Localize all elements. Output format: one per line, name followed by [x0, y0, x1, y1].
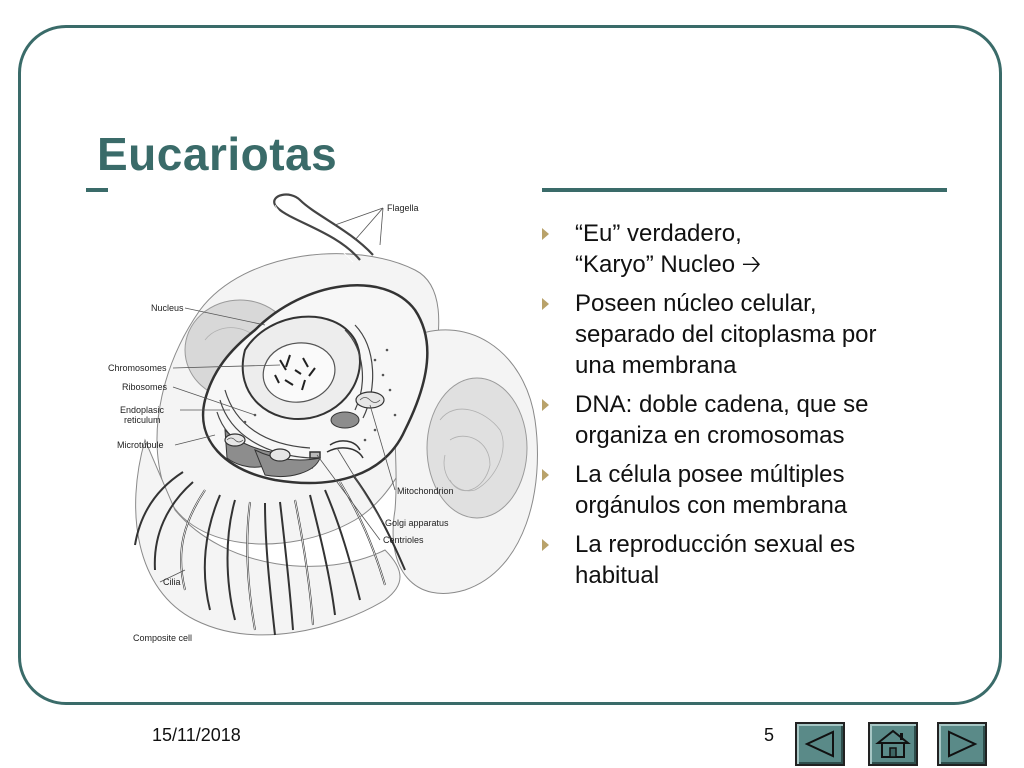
bullet-item: [540, 389, 970, 451]
bullet-item: [540, 288, 970, 381]
label-flagella: Flagella: [387, 203, 419, 213]
bullet-item: [540, 218, 970, 280]
triangle-right-icon: [945, 729, 979, 759]
triangle-left-icon: [803, 729, 837, 759]
home-icon: [875, 728, 911, 760]
label-er-line1: Endoplasic: [120, 405, 165, 415]
bullet-text-line: organiza en cromosomas: [575, 422, 845, 449]
page-number: 5: [764, 725, 775, 745]
label-nucleus: Nucleus: [151, 303, 184, 313]
bullet-text-line: La reproducción sexual es: [575, 531, 856, 558]
figure-caption: Composite cell: [133, 633, 193, 643]
label-golgi: Golgi apparatus: [385, 518, 449, 528]
label-er-line2: reticulum: [124, 415, 161, 425]
title-underline-right: [542, 188, 947, 192]
footer-date: 15/11/2018: [152, 725, 241, 745]
previous-slide-button[interactable]: [795, 722, 845, 766]
bullet-marker-icon: [542, 469, 549, 481]
composite-cell-diagram: [105, 190, 545, 670]
bullet-text-line: La célula posee múltiples: [575, 461, 845, 488]
label-mitochondrion: Mitochondrion: [397, 486, 454, 496]
bullet-text-line: una membrana: [575, 352, 737, 379]
slide-title: Eucariotas: [97, 128, 338, 180]
label-cilia: Cilia: [163, 577, 181, 587]
label-chromosomes: Chromosomes: [108, 363, 167, 373]
bullet-text-line: separado del citoplasma por: [575, 321, 877, 348]
home-button[interactable]: [868, 722, 918, 766]
label-ribosomes: Ribosomes: [122, 382, 168, 392]
label-microtubule: Microtubule: [117, 440, 164, 450]
bullet-marker-icon: [542, 228, 549, 240]
next-slide-button[interactable]: [937, 722, 987, 766]
bullet-marker-icon: [542, 298, 549, 310]
label-centrioles: Centrioles: [383, 535, 424, 545]
bullet-text-line: orgánulos con membrana: [575, 492, 848, 519]
bullet-text-line: DNA: doble cadena, que se: [575, 391, 869, 418]
bullet-marker-icon: [542, 399, 549, 411]
bullet-text-line: “Karyo” Nucleo 🡢: [575, 251, 762, 278]
bullet-text-line: habitual: [575, 562, 660, 589]
bullet-item: [540, 529, 970, 591]
bullet-marker-icon: [542, 539, 549, 551]
bullet-list: [540, 218, 970, 599]
bullet-text-line: Poseen núcleo celular,: [575, 290, 817, 317]
bullet-item: [540, 459, 970, 521]
bullet-text-line: “Eu” verdadero,: [575, 220, 742, 247]
